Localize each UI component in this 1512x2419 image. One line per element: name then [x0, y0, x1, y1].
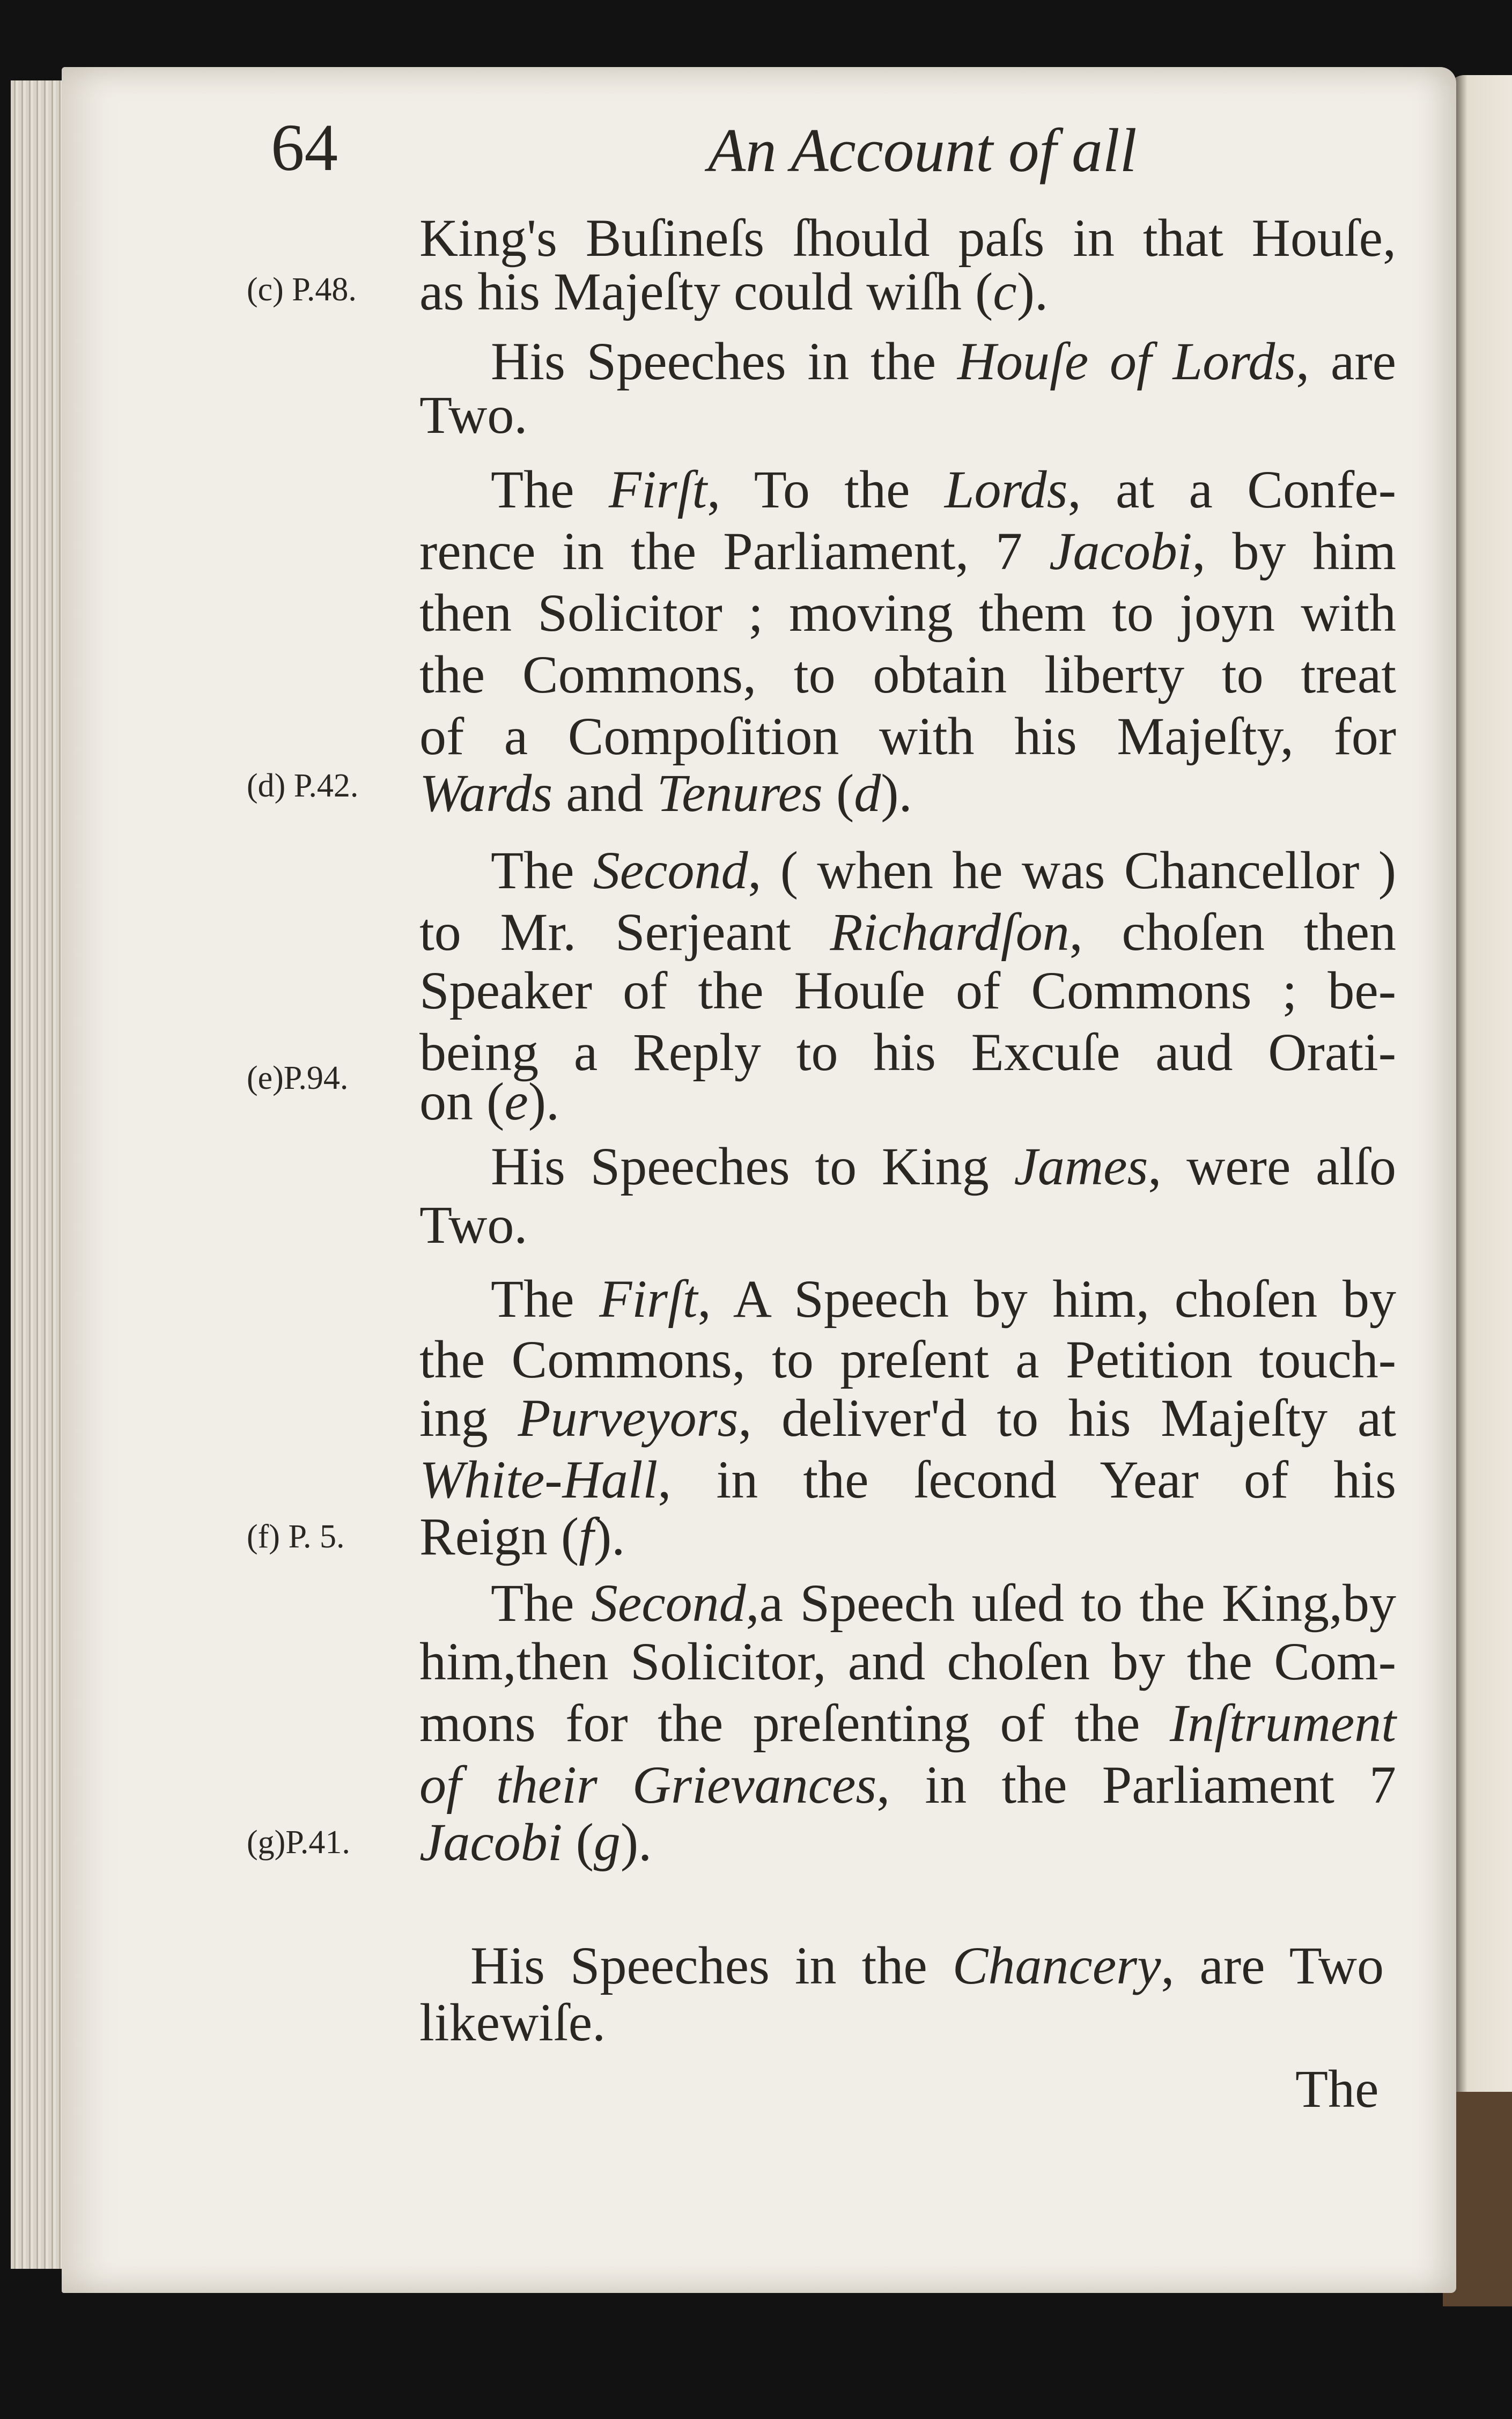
italic-text: Second	[591, 1573, 746, 1633]
text-run: on (	[419, 1072, 505, 1131]
text-line	[491, 839, 1396, 901]
text-run: (	[562, 1812, 594, 1872]
text-line	[491, 459, 1396, 520]
text-run: ).	[881, 763, 912, 823]
text-run: ,a Speech uſed to the King,by	[746, 1573, 1397, 1633]
facing-page-edge	[1448, 75, 1512, 2290]
text-run: ).	[593, 1507, 625, 1566]
italic-text: d	[854, 763, 881, 823]
text-run: him,then Solicitor, and choſen by the Com-	[419, 1632, 1396, 1691]
italic-text: Richardſon	[830, 902, 1070, 962]
marginal-note: (d) P.42.	[247, 768, 359, 804]
italic-text: Second	[593, 840, 748, 900]
italic-text: Jacobi	[1049, 521, 1192, 581]
text-run: His Speeches to King	[491, 1137, 1014, 1196]
text-run: Speaker of the Houſe of Commons ; be-	[419, 961, 1396, 1020]
text-line	[491, 330, 1396, 392]
text-run: ).	[620, 1812, 652, 1872]
text-line	[491, 1268, 1396, 1330]
text-run: being a Reply to his Excuſe aud Orati-	[419, 1022, 1396, 1082]
text-run: The	[491, 1573, 591, 1633]
text-run: the Commons, to preſent a Petition touch-	[419, 1330, 1396, 1389]
text-run: , at a Confe-	[1067, 460, 1396, 519]
text-run: (	[822, 763, 854, 823]
italic-text: Firſt	[608, 460, 707, 519]
text-line	[419, 1692, 1396, 1754]
text-line	[419, 1387, 1396, 1449]
marginal-note: (c) P.48.	[247, 271, 357, 308]
text-run: to Mr. Serjeant	[419, 902, 830, 962]
italic-text: e	[504, 1072, 528, 1131]
text-run: likewiſe.	[419, 1993, 606, 2052]
catchword: The	[1295, 2059, 1379, 2119]
italic-text: Lords	[944, 460, 1068, 519]
text-line	[419, 901, 1396, 963]
text-run: and	[552, 763, 657, 823]
text-run: Two.	[419, 1195, 528, 1255]
text-line	[419, 384, 1396, 446]
text-line	[419, 1811, 1396, 1873]
page-number: 64	[271, 111, 338, 185]
text-line	[419, 582, 1396, 644]
text-line	[419, 1329, 1396, 1390]
italic-text: White-Hall	[419, 1450, 658, 1509]
text-run: King's Buſineſs ſhould paſs in that Houſe,	[419, 208, 1396, 268]
italic-text: c	[993, 262, 1017, 321]
text-run: Reign (	[419, 1507, 579, 1566]
text-line	[491, 1135, 1396, 1197]
text-line	[419, 705, 1396, 767]
text-run: The	[491, 840, 593, 900]
text-line	[419, 1992, 1396, 2053]
text-line	[419, 1071, 1396, 1132]
marginal-note: (e)P.94.	[247, 1060, 349, 1096]
italic-text: Houſe of Lords	[957, 331, 1296, 391]
text-line	[419, 762, 1396, 824]
text-line	[491, 1572, 1396, 1634]
text-line	[419, 520, 1396, 582]
text-run: , were alſo	[1148, 1137, 1396, 1196]
text-run: ).	[1016, 262, 1048, 321]
italic-text: Tenures	[657, 763, 823, 823]
text-run: mons for the preſenting of the	[419, 1693, 1170, 1753]
text-run: rence in the Parliament, 7	[419, 521, 1050, 581]
text-run: as his Majeſty could wiſh (	[419, 262, 993, 321]
italic-text: James	[1014, 1137, 1148, 1196]
text-run: , To the	[707, 460, 945, 519]
text-run: , A Speech by him, choſen by	[697, 1269, 1396, 1329]
text-run: The	[491, 1269, 600, 1329]
text-line	[419, 1754, 1396, 1816]
italic-text: Wards	[419, 763, 553, 823]
text-run: ).	[528, 1072, 560, 1131]
text-line	[419, 960, 1396, 1021]
italic-text: g	[593, 1812, 621, 1872]
text-run: , deliver'd to his Majeſty at	[738, 1388, 1396, 1448]
text-run: , choſen then	[1069, 902, 1396, 962]
text-run: The	[491, 460, 609, 519]
page-edges	[11, 80, 70, 2269]
italic-text: Inſtrument	[1169, 1693, 1396, 1753]
text-line	[419, 1506, 1396, 1567]
text-run: , by him	[1192, 521, 1396, 581]
text-line	[419, 1631, 1396, 1692]
text-line	[419, 261, 1396, 322]
text-line	[419, 1194, 1396, 1256]
text-run: , are	[1296, 331, 1396, 391]
italic-text: of their Grievances	[419, 1755, 877, 1815]
italic-text: Chancery	[952, 1936, 1161, 1995]
italic-text: Firſt	[599, 1269, 698, 1329]
text-run: the Commons, to obtain liberty to treat	[419, 645, 1396, 704]
marginal-note: (g)P.41.	[247, 1824, 350, 1861]
text-run: , are Two	[1161, 1936, 1384, 1995]
text-run: of a Compoſition with his Majeſty, for	[419, 706, 1396, 766]
marginal-note: (f) P. 5.	[247, 1518, 345, 1555]
text-run: ing	[419, 1388, 518, 1448]
text-run: , ( when he was Chancellor )	[748, 840, 1397, 900]
text-run: , in the ſecond Year of his	[658, 1450, 1396, 1509]
text-line	[470, 1935, 1384, 1996]
text-run: His Speeches in the	[491, 331, 957, 391]
italic-text: Purveyors	[518, 1388, 739, 1448]
running-head: An Account of all	[708, 116, 1137, 185]
text-run: His Speeches in the	[470, 1936, 953, 1995]
text-line	[419, 1449, 1396, 1510]
italic-text: Jacobi	[419, 1812, 563, 1872]
italic-text: f	[579, 1507, 594, 1566]
text-line	[419, 207, 1396, 269]
text-run: then Solicitor ; moving them to joyn with	[419, 583, 1396, 643]
text-line	[419, 644, 1396, 705]
text-run: Two.	[419, 385, 528, 445]
text-run: , in the Parliament 7	[876, 1755, 1396, 1815]
